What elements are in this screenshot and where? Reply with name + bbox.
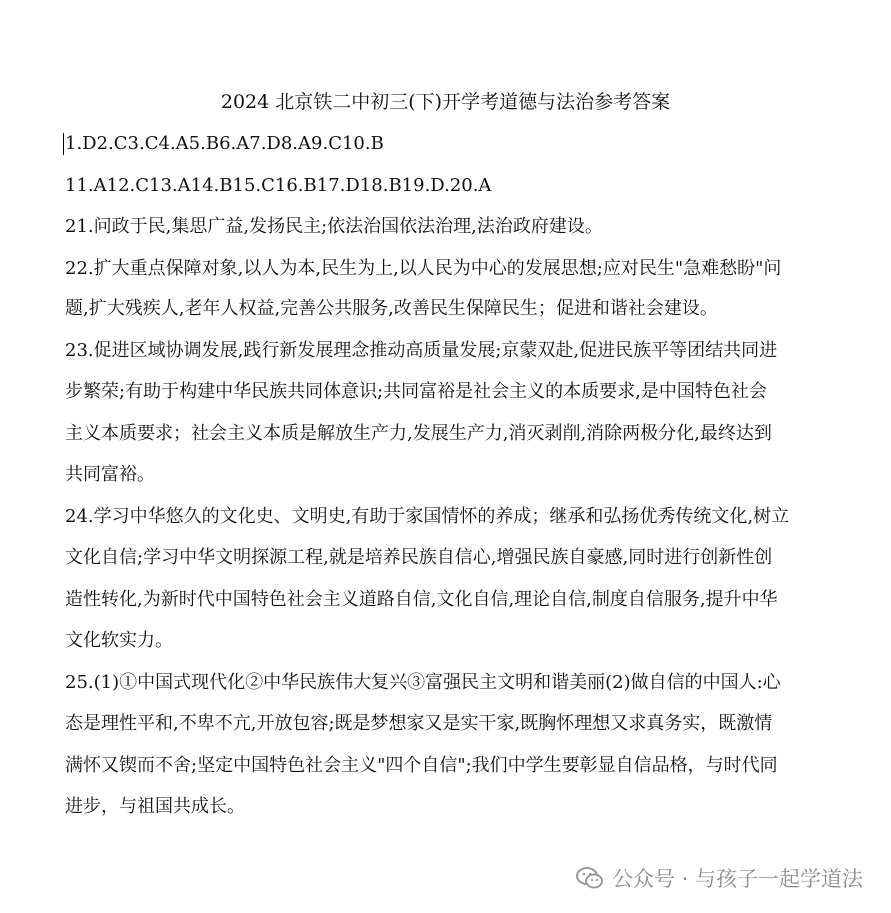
answer-line-1: 1.D2.C3.C4.A5.B6.A7.D8.A9.C10.B <box>65 133 384 154</box>
answer-line-2: 11.A12.C13.A14.B15.C16.B17.D18.B19.D.20.A <box>65 175 492 196</box>
text-cursor <box>63 133 64 155</box>
answer-line-9: 共同富裕。 <box>65 464 155 485</box>
answer-line-15: 态是理性平和,不卑不亢,开放包容;既是梦想家又是实干家,既胸怀理想又求真务实，既激情 <box>65 713 773 734</box>
answer-line-7: 步繁荣;有助于构建中华民族共同体意识;共同富裕是社会主义的本质要求,是中国特色社会 <box>65 381 767 402</box>
answer-line-6: 23.促进区域协调发展,践行新发展理念推动高质量发展;京蒙双赴,促进民族平等团结共同进 <box>65 340 778 361</box>
answer-line-4: 22.扩大重点保障对象,以人为本,民生为上,以人民为中心的发展思想;应对民生"急难愁盼"问 <box>65 258 782 279</box>
answer-line-11: 文化自信;学习中华文明探源工程,就是培养民族自信心,增强民族自豪感,同时进行创新性创 <box>65 547 773 568</box>
document-title: 2024 北京铁二中初三(下)开学考道德与法治参考答案 <box>220 91 671 113</box>
answer-line-14: 25.(1)①中国式现代化②中华民族伟大复兴③富强民主文明和谐美丽(2)做自信的中国人:心 <box>65 672 781 693</box>
account-watermark <box>576 863 863 893</box>
answer-line-8: 主义本质要求；社会主义本质是解放生产力,发展生产力,消灭剥削,消除两极分化,最终达到 <box>65 423 772 444</box>
answer-line-10: 24.学习中华悠久的文化史、文明史,有助于家国情怀的养成；继承和弘扬优秀传统文化,树立 <box>65 506 790 527</box>
watermark-text: 公众号 · 与孩子一起学道法 <box>611 867 863 891</box>
answer-line-17: 进步，与祖国共成长。 <box>65 796 245 817</box>
answer-line-3: 21.问政于民,集思广益,发扬民主;依法治国依法治理,法治政府建设。 <box>65 216 603 237</box>
answer-line-13: 文化软实力。 <box>65 630 173 651</box>
answer-line-16: 满怀又锲而不舍;坚定中国特色社会主义"四个自信";我们中学生要彰显自信品格，与时代同 <box>65 755 778 776</box>
answer-line-12: 造性转化,为新时代中国特色社会主义道路自信,文化自信,理论自信,制度自信服务,提升中华 <box>65 589 778 610</box>
answer-line-5: 题,扩大残疾人,老年人权益,完善公共服务,改善民生保障民生；促进和谐社会建设。 <box>65 298 718 319</box>
wechat-icon <box>576 866 604 890</box>
